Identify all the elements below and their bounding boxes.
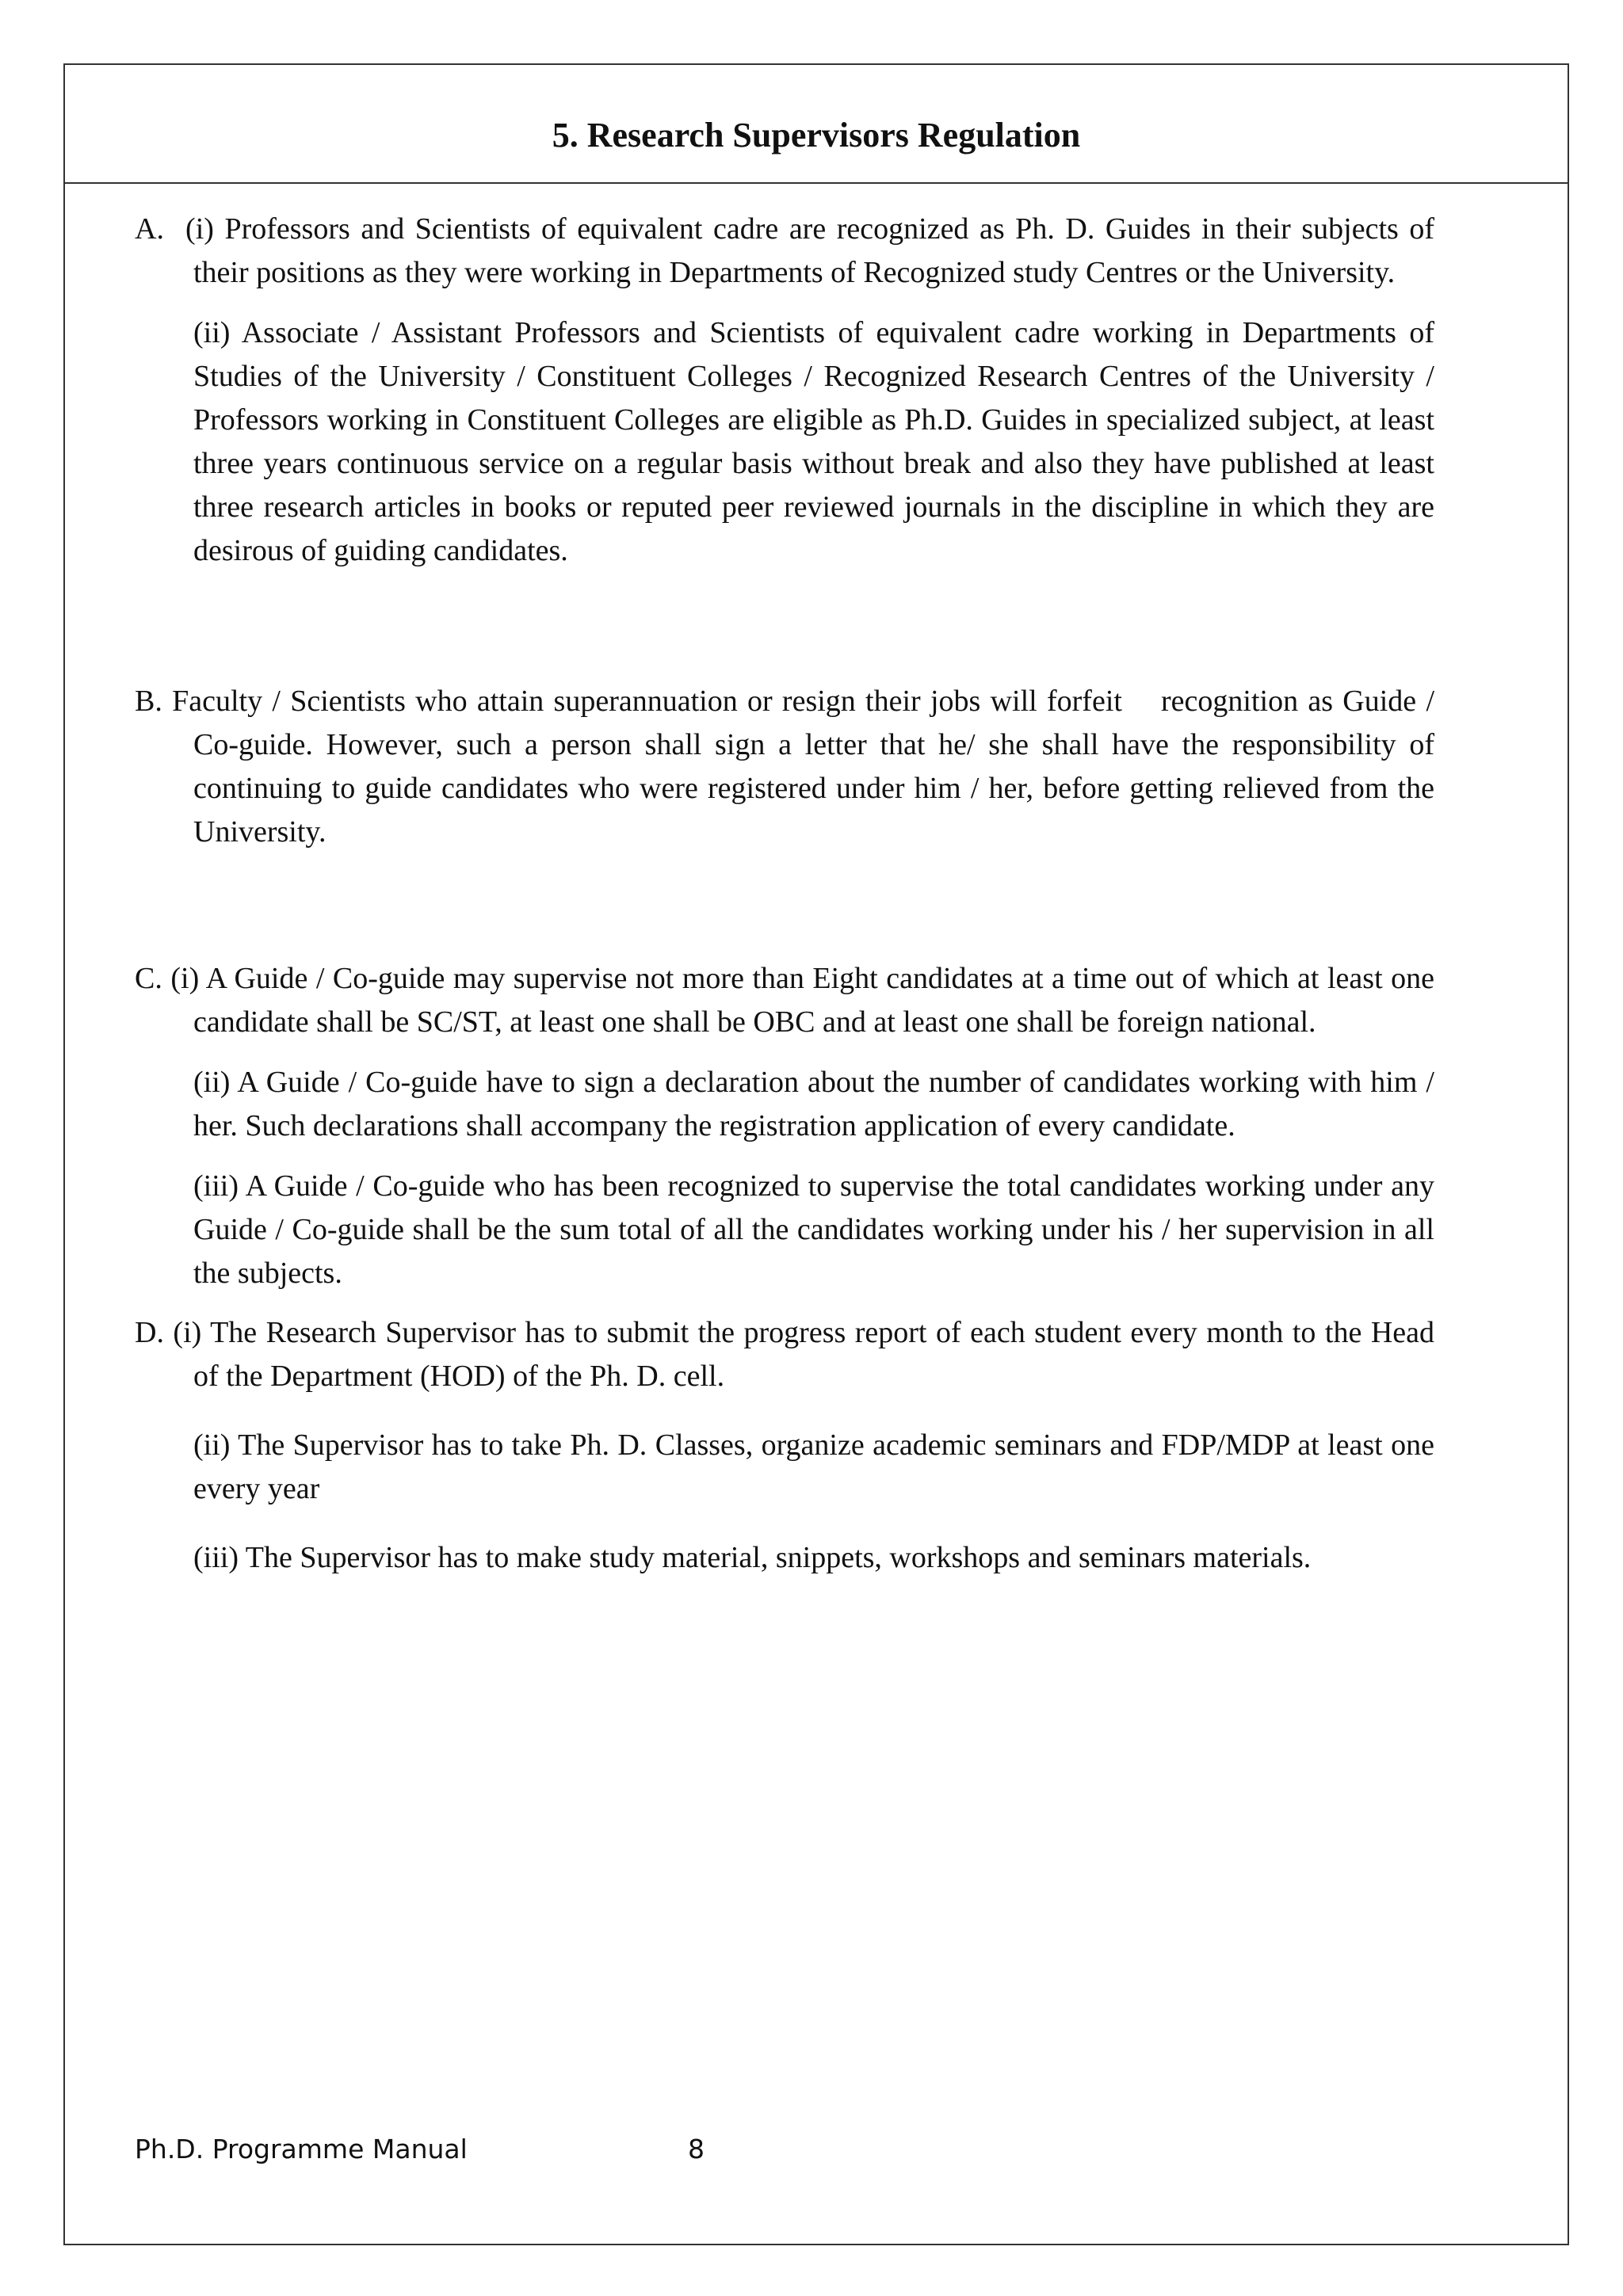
section-c-item-ii: (ii) A Guide / Co-guide have to sign a declaration about the number of candidates working with him / her. Such declarations shall accompany the registration application of every candidate. [193,1066,1434,1142]
section-b: B. Faculty / Scientists who attain superannuation or resign their jobs will forfeit recognition as Guide / Co-guide. However, such a person shall sign a letter that he/ she shall have the responsibility of continuing to guide candidates who were registered under him / her, before getting relieved from the University. [135,685,1434,849]
section-d-item-i: D. (i) The Research Supervisor has to submit the progress report of each student every month to the Head of the Department (HOD) of the Ph. D. cell. [135,1316,1434,1393]
section-c-item-iii: (iii) A Guide / Co-guide who has been recognized to supervise the total candidates working under any Guide / Co-guide shall be the sum total of all the candidates working under his / her supervision in all the subjects. [193,1169,1434,1290]
section-a-item-ii: (ii) Associate / Assistant Professors and Scientists of equivalent cadre working in Departments of Studies of the University / Constituent Colleges / Recognized Research Centres of the University / Professors working in Constituent Colleges are eligible as Ph.D. Guides in specialized subject, at least three years continuous service on a regular basis without break and also they have published at least three research articles in books or reputed peer reviewed journals in the discipline in which they are desirous of guiding candidates. [193,316,1434,567]
page-title: 5. Research Supervisors Regulation [552,116,1081,154]
title-bar [65,65,1568,184]
section-a-item-i: A. (i) Professors and Scientists of equivalent cadre are recognized as Ph. D. Guides in their subjects of their positions as they were working in Departments of Recognized study Centres or the University. [135,212,1434,289]
footer-page-number: 8 [688,2134,705,2164]
document-body [135,208,1434,1580]
section-d-item-iii: (iii) The Supervisor has to make study material, snippets, workshops and seminars materials. [193,1541,1312,1574]
section-c-item-i: C. (i) A Guide / Co-guide may supervise not more than Eight candidates at a time out of which at least one candidate shall be SC/ST, at least one shall be OBC and at least one shall be foreign national. [135,962,1434,1039]
section-d-item-ii: (ii) The Supervisor has to take Ph. D. Classes, organize academic seminars and FDP/MDP at least one every year [193,1428,1434,1505]
footer-manual-name: Ph.D. Programme Manual [135,2134,468,2164]
